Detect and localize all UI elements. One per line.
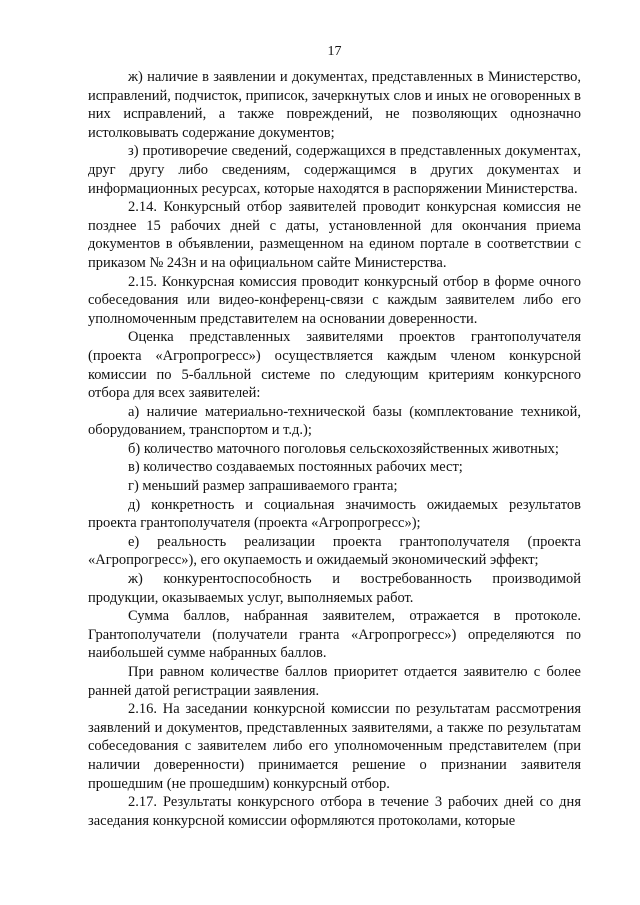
paragraph-2-17: 2.17. Результаты конкурсного отбора в течение 3 рабочих дней со дня заседания конкурсной комиссии оформляются протоколами, которые — [88, 794, 581, 829]
paragraph-2-14: 2.14. Конкурсный отбор заявителей проводит конкурсная комиссия не позднее 15 рабочих дней с даты, установленной для окончания приема документов в объявлении, размещенном на едином портале в соответствии с приказом № 243н и на официальном сайте Министерства. — [88, 199, 581, 271]
criterion-d: д) конкретность и социальная значимость ожидаемых результатов проекта грантополучателя (проекта «Агропрогресс»); — [88, 496, 581, 532]
paragraph-2-16: 2.16. На заседании конкурсной комиссии по результатам рассмотрения заявлений и документов, представленных заявителями, а также по результатам собеседования с заявителем либо его уполномоченным представителем (при наличии доверенности) принимается решение о признании заявителя прошедшим (не прошедшим) конкурсный отбор. — [88, 701, 581, 792]
document-body — [88, 68, 581, 830]
paragraph-z-contradiction: з) противоречие сведений, содержащихся в представленных документах, друг другу либо сведениям, содержащимся в других документах и информационных ресурсах, которые находятся в распоряжении Министерства. — [88, 143, 581, 197]
criterion-g: г) меньший размер запрашиваемого гранта; — [128, 478, 398, 495]
document-page — [88, 0, 581, 905]
paragraph-evaluation: Оценка представленных заявителями проектов грантополучателя (проекта «Агропрогресс») осуществляется каждым членом конкурсной комиссии по 5-балльной системе по следующим критериям конкурсного отбора для всех заявителей: — [88, 329, 581, 402]
page-number: 17 — [327, 44, 342, 59]
criterion-e: е) реальность реализации проекта грантополучателя (проекта «Агропрогресс»), его окупаемость и ожидаемый экономический эффект; — [88, 533, 581, 569]
criterion-v: в) количество создаваемых постоянных рабочих мест; — [128, 459, 463, 476]
paragraph-score-sum: Сумма баллов, набранная заявителем, отражается в протоколе. Грантополучатели (получатели гранта «Агропрогресс») определяются по наибольшей сумме набранных баллов. — [88, 608, 581, 662]
criterion-a: а) наличие материально-технической базы (комплектование техникой, оборудованием, транспортом и т.д.); — [88, 403, 581, 439]
criterion-b: б) количество маточного поголовья сельскохозяйственных животных; — [128, 440, 559, 457]
paragraph-zh-corrections: ж) наличие в заявлении и документах, представленных в Министерство, исправлений, подчисток, приписок, зачеркнутых слов и иных не оговоренных в них исправлений, а также повреждений, не позволяющих однозначно истолковывать содержание документов; — [88, 69, 581, 141]
criterion-zh: ж) конкурентоспособность и востребованность производимой продукции, оказываемых услуг, выполняемых работ. — [88, 571, 581, 606]
paragraph-2-15: 2.15. Конкурсная комиссия проводит конкурсный отбор в форме очного собеседования или видео-конференц-связи с каждым заявителем либо его уполномоченным представителем на основании доверенности. — [88, 273, 581, 327]
paragraph-equal-score: При равном количестве баллов приоритет отдается заявителю с более ранней датой регистрации заявления. — [88, 664, 581, 699]
